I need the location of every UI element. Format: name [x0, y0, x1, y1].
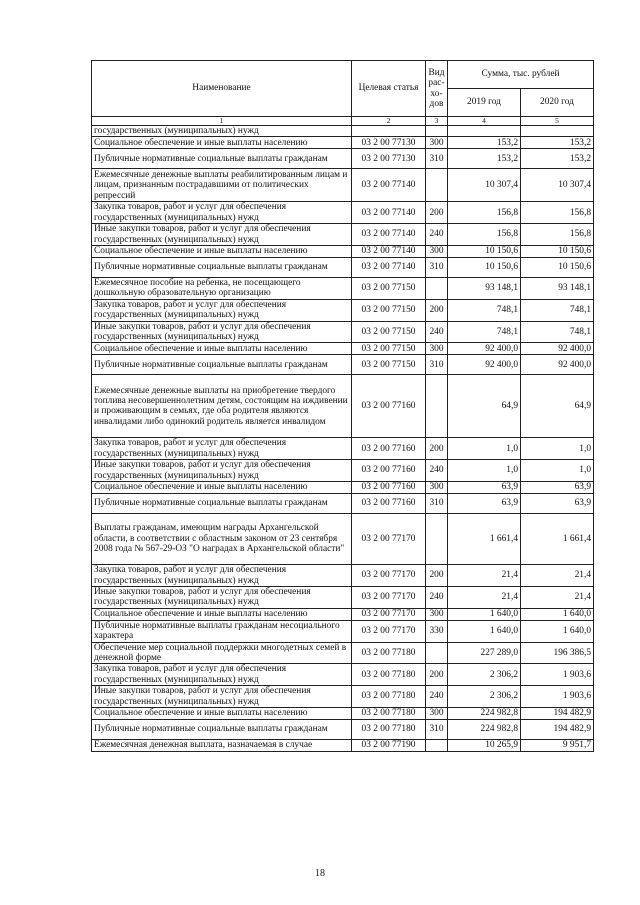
table-row	[92, 608, 594, 620]
row-name: Ежемесячное пособие на ребенка, не посещающего дошкольную образовательную организацию	[92, 278, 352, 300]
row-amount-2020: 1,0	[521, 460, 594, 482]
row-name: Социальное обеспечение и иные выплаты населению	[92, 137, 352, 149]
row-expense-type: 310	[426, 494, 448, 514]
column-index: 4	[448, 117, 521, 126]
row-amount-2020: 1 640,0	[521, 608, 594, 620]
row-amount-2019: 63,9	[448, 494, 521, 514]
column-index: 5	[521, 117, 594, 126]
table-header	[92, 61, 594, 126]
row-expense-type: 240	[426, 224, 448, 246]
row-name: Социальное обеспечение и иные выплаты населению	[92, 246, 352, 258]
row-target-code: 03 2 00 77180	[352, 686, 426, 708]
table-row	[92, 202, 594, 224]
row-expense-type: 240	[426, 460, 448, 482]
row-target-code: 03 2 00 77160	[352, 482, 426, 494]
row-amount-2020: 1 903,6	[521, 664, 594, 686]
table-row	[92, 278, 594, 300]
table-row	[92, 707, 594, 719]
row-name: Социальное обеспечение и иные выплаты населению	[92, 482, 352, 494]
row-amount-2019: 93 148,1	[448, 278, 521, 300]
row-amount-2020: 194 482,9	[521, 719, 594, 739]
row-amount-2020: 93 148,1	[521, 278, 594, 300]
row-target-code: 03 2 00 77170	[352, 514, 426, 565]
table-row	[92, 586, 594, 608]
row-amount-2019: 153,2	[448, 137, 521, 149]
row-amount-2019: 63,9	[448, 482, 521, 494]
row-expense-type: 200	[426, 299, 448, 321]
row-target-code: 03 2 00 77140	[352, 202, 426, 224]
row-target-code: 03 2 00 77130	[352, 137, 426, 149]
header-year-2020: 2020 год	[521, 89, 594, 117]
row-amount-2019: 21,4	[448, 565, 521, 587]
row-amount-2019: 748,1	[448, 299, 521, 321]
table-row	[92, 375, 594, 438]
row-amount-2019: 92 400,0	[448, 355, 521, 375]
table-row	[92, 494, 594, 514]
table-row	[92, 343, 594, 355]
row-name: Закупка товаров, работ и услуг для обеспечения государственных (муниципальных) нужд	[92, 202, 352, 224]
table-row	[92, 739, 594, 751]
row-amount-2020: 92 400,0	[521, 343, 594, 355]
row-target-code	[352, 126, 426, 137]
row-expense-type	[426, 375, 448, 438]
row-amount-2019: 10 150,6	[448, 258, 521, 278]
table-row	[92, 482, 594, 494]
row-expense-type: 200	[426, 202, 448, 224]
row-amount-2019: 2 306,2	[448, 686, 521, 708]
row-amount-2020: 1 903,6	[521, 686, 594, 708]
row-name: Социальное обеспечение и иные выплаты населению	[92, 608, 352, 620]
row-expense-type: 240	[426, 586, 448, 608]
row-target-code: 03 2 00 77140	[352, 246, 426, 258]
column-index: 2	[352, 117, 426, 126]
row-expense-type	[426, 169, 448, 202]
row-amount-2019: 64,9	[448, 375, 521, 438]
row-name: Обеспечение мер социальной поддержки многодетных семей в денежной форме	[92, 642, 352, 664]
row-target-code: 03 2 00 77170	[352, 608, 426, 620]
row-amount-2020: 1,0	[521, 438, 594, 460]
row-amount-2020: 63,9	[521, 494, 594, 514]
row-amount-2020: 21,4	[521, 565, 594, 587]
column-index: 1	[92, 117, 352, 126]
table-row	[92, 565, 594, 587]
row-target-code: 03 2 00 77160	[352, 460, 426, 482]
budget-table	[91, 60, 594, 752]
row-amount-2019: 1 640,0	[448, 608, 521, 620]
row-expense-type: 310	[426, 149, 448, 169]
row-name: Иные закупки товаров, работ и услуг для обеспечения государственных (муниципальных) нужд	[92, 686, 352, 708]
table-row	[92, 686, 594, 708]
header-target-article: Целевая статья	[352, 61, 426, 117]
row-expense-type: 200	[426, 438, 448, 460]
row-expense-type: 240	[426, 321, 448, 343]
row-target-code: 03 2 00 77150	[352, 278, 426, 300]
row-expense-type	[426, 642, 448, 664]
row-expense-type: 300	[426, 137, 448, 149]
row-expense-type: 300	[426, 707, 448, 719]
row-amount-2020: 9 951,7	[521, 739, 594, 751]
row-target-code: 03 2 00 77130	[352, 149, 426, 169]
table-row	[92, 169, 594, 202]
table-row	[92, 299, 594, 321]
row-target-code: 03 2 00 77150	[352, 343, 426, 355]
row-target-code: 03 2 00 77160	[352, 494, 426, 514]
column-index-row	[92, 117, 594, 126]
row-name: Иные закупки товаров, работ и услуг для обеспечения государственных (муниципальных) нужд	[92, 460, 352, 482]
row-expense-type: 310	[426, 258, 448, 278]
row-amount-2020: 748,1	[521, 321, 594, 343]
row-amount-2020: 196 386,5	[521, 642, 594, 664]
row-target-code: 03 2 00 77180	[352, 642, 426, 664]
row-target-code: 03 2 00 77180	[352, 664, 426, 686]
row-target-code: 03 2 00 77170	[352, 620, 426, 642]
table-row	[92, 246, 594, 258]
row-expense-type	[426, 739, 448, 751]
row-name: Выплаты гражданам, имеющим награды Архангельской области, в соответствии с областным законом от 23 сентября 2008 года № 567-29-ОЗ "О наградах в Архангельской области"	[92, 514, 352, 565]
row-name: Публичные нормативные социальные выплаты гражданам	[92, 258, 352, 278]
row-name: Публичные нормативные социальные выплаты гражданам	[92, 355, 352, 375]
row-name: Социальное обеспечение и иные выплаты населению	[92, 707, 352, 719]
row-amount-2019: 156,8	[448, 202, 521, 224]
row-expense-type: 200	[426, 664, 448, 686]
table-row	[92, 460, 594, 482]
table-row	[92, 664, 594, 686]
row-expense-type	[426, 514, 448, 565]
row-amount-2020: 63,9	[521, 482, 594, 494]
table-row	[92, 355, 594, 375]
row-target-code: 03 2 00 77180	[352, 707, 426, 719]
row-expense-type	[426, 126, 448, 137]
row-target-code: 03 2 00 77170	[352, 586, 426, 608]
table-row	[92, 719, 594, 739]
row-expense-type: 200	[426, 565, 448, 587]
header-expense-type: Вид рас-хо-дов	[426, 61, 448, 117]
row-expense-type: 310	[426, 355, 448, 375]
row-expense-type: 240	[426, 686, 448, 708]
row-amount-2020: 10 150,6	[521, 246, 594, 258]
row-name: Закупка товаров, работ и услуг для обеспечения государственных (муниципальных) нужд	[92, 299, 352, 321]
row-name: Закупка товаров, работ и услуг для обеспечения государственных (муниципальных) нужд	[92, 664, 352, 686]
row-target-code: 03 2 00 77180	[352, 719, 426, 739]
row-expense-type: 330	[426, 620, 448, 642]
header-year-2019: 2019 год	[448, 89, 521, 117]
row-name: Социальное обеспечение и иные выплаты населению	[92, 343, 352, 355]
row-amount-2020: 156,8	[521, 202, 594, 224]
row-amount-2019: 227 289,0	[448, 642, 521, 664]
row-amount-2019: 21,4	[448, 586, 521, 608]
row-expense-type: 300	[426, 608, 448, 620]
row-amount-2019: 1,0	[448, 460, 521, 482]
row-amount-2020: 156,8	[521, 224, 594, 246]
row-amount-2019: 224 982,8	[448, 719, 521, 739]
header-sum: Сумма, тыс. рублей	[448, 61, 594, 89]
row-name: Иные закупки товаров, работ и услуг для обеспечения государственных (муниципальных) нужд	[92, 321, 352, 343]
row-amount-2019	[448, 126, 521, 137]
row-name: Закупка товаров, работ и услуг для обеспечения государственных (муниципальных) нужд	[92, 565, 352, 587]
row-name: Публичные нормативные выплаты гражданам несоциального характера	[92, 620, 352, 642]
row-amount-2019: 10 150,6	[448, 246, 521, 258]
row-amount-2019: 10 265,9	[448, 739, 521, 751]
header-name: Наименование	[92, 61, 352, 117]
row-amount-2019: 1 640,0	[448, 620, 521, 642]
row-name: Ежемесячная денежная выплата, назначаемая в случае	[92, 739, 352, 751]
row-name: Иные закупки товаров, работ и услуг для обеспечения государственных (муниципальных) нужд	[92, 224, 352, 246]
row-name: Ежемесячные денежные выплаты на приобретение твердого топлива несовершеннолетним детям, состоящим на иждивении и проживающим в семьях, где оба родителя являются инвалидами либо одинокий родитель является инвалидом	[92, 375, 352, 438]
row-target-code: 03 2 00 77160	[352, 438, 426, 460]
row-amount-2020: 153,2	[521, 149, 594, 169]
row-target-code: 03 2 00 77150	[352, 321, 426, 343]
table-body	[92, 126, 594, 752]
table-row	[92, 224, 594, 246]
table-row	[92, 126, 594, 137]
row-target-code: 03 2 00 77160	[352, 375, 426, 438]
row-amount-2020: 21,4	[521, 586, 594, 608]
row-amount-2020: 10 150,6	[521, 258, 594, 278]
row-amount-2019: 1,0	[448, 438, 521, 460]
row-amount-2019: 10 307,4	[448, 169, 521, 202]
row-target-code: 03 2 00 77150	[352, 299, 426, 321]
table-row	[92, 258, 594, 278]
row-target-code: 03 2 00 77140	[352, 169, 426, 202]
row-amount-2020: 64,9	[521, 375, 594, 438]
row-name: государственных (муниципальных) нужд	[92, 126, 352, 137]
table-row	[92, 438, 594, 460]
row-amount-2020: 194 482,9	[521, 707, 594, 719]
table-row	[92, 620, 594, 642]
row-name: Публичные нормативные социальные выплаты гражданам	[92, 719, 352, 739]
row-amount-2019: 224 982,8	[448, 707, 521, 719]
row-expense-type: 300	[426, 482, 448, 494]
row-target-code: 03 2 00 77190	[352, 739, 426, 751]
row-amount-2019: 92 400,0	[448, 343, 521, 355]
row-name: Ежемесячные денежные выплаты реабилитированным лицам и лицам, признанным пострадавшими от политических репрессий	[92, 169, 352, 202]
row-amount-2020: 748,1	[521, 299, 594, 321]
row-expense-type	[426, 278, 448, 300]
row-name: Публичные нормативные социальные выплаты гражданам	[92, 149, 352, 169]
row-target-code: 03 2 00 77150	[352, 355, 426, 375]
row-amount-2020: 10 307,4	[521, 169, 594, 202]
row-target-code: 03 2 00 77140	[352, 258, 426, 278]
row-amount-2019: 153,2	[448, 149, 521, 169]
row-amount-2020	[521, 126, 594, 137]
row-target-code: 03 2 00 77170	[352, 565, 426, 587]
row-expense-type: 300	[426, 343, 448, 355]
row-amount-2019: 748,1	[448, 321, 521, 343]
table-row	[92, 137, 594, 149]
row-amount-2020: 1 640,0	[521, 620, 594, 642]
row-expense-type: 300	[426, 246, 448, 258]
row-amount-2020: 92 400,0	[521, 355, 594, 375]
row-amount-2019: 156,8	[448, 224, 521, 246]
row-amount-2020: 1 661,4	[521, 514, 594, 565]
table-row	[92, 642, 594, 664]
row-amount-2019: 1 661,4	[448, 514, 521, 565]
row-target-code: 03 2 00 77140	[352, 224, 426, 246]
row-name: Иные закупки товаров, работ и услуг для обеспечения государственных (муниципальных) нужд	[92, 586, 352, 608]
row-name: Публичные нормативные социальные выплаты гражданам	[92, 494, 352, 514]
row-name: Закупка товаров, работ и услуг для обеспечения государственных (муниципальных) нужд	[92, 438, 352, 460]
table-row	[92, 514, 594, 565]
column-index: 3	[426, 117, 448, 126]
row-amount-2019: 2 306,2	[448, 664, 521, 686]
table-row	[92, 149, 594, 169]
row-expense-type: 310	[426, 719, 448, 739]
row-amount-2020: 153,2	[521, 137, 594, 149]
table-row	[92, 321, 594, 343]
page-number: 18	[315, 868, 325, 879]
